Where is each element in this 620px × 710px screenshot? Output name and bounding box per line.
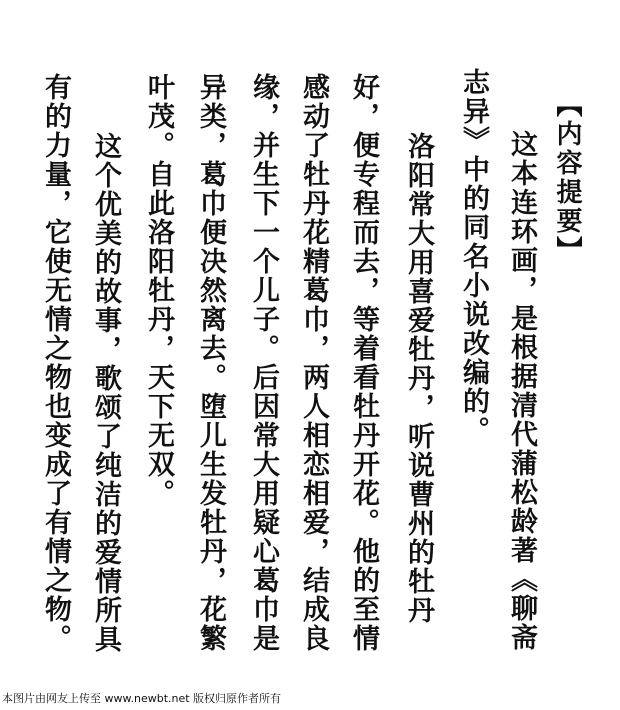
watermark-footer: 本图片由网友上传至 www.newbt.net 版权归原作者所有 [0, 688, 620, 710]
text-column-9: 这个优美的故事，歌颂了纯洁的爱情所具 [90, 132, 121, 654]
text-column-3: 洛阳常大用喜爱牡丹，听说曹州的牡丹 [403, 132, 434, 625]
text-column-10: 有的力量，它使无情之物也变成了有情之物。 [40, 73, 71, 653]
text-column-8: 叶茂。自此洛阳牡丹，天下无双。 [143, 73, 174, 508]
text-column-4: 好，便专程而去，等着看牡丹开花。他的至情 [348, 73, 379, 653]
section-heading: 【内容提要】 [552, 91, 582, 265]
text-column-1: 这本连环画，是根据清代蒲松龄著《聊斋 [506, 130, 537, 652]
section-heading-box [552, 90, 595, 265]
text-column-7: 异类，葛巾便决然离去。堕儿生发牡丹，花繁 [195, 73, 226, 653]
text-column-2: 志异》中的同名小说改编的。 [458, 68, 489, 445]
text-column-5: 感动了牡丹花精葛巾，两人相恋相爱，结成良 [298, 73, 329, 653]
text-column-6: 缘，并生下一个儿子。后因常大用疑心葛巾是 [248, 73, 279, 653]
